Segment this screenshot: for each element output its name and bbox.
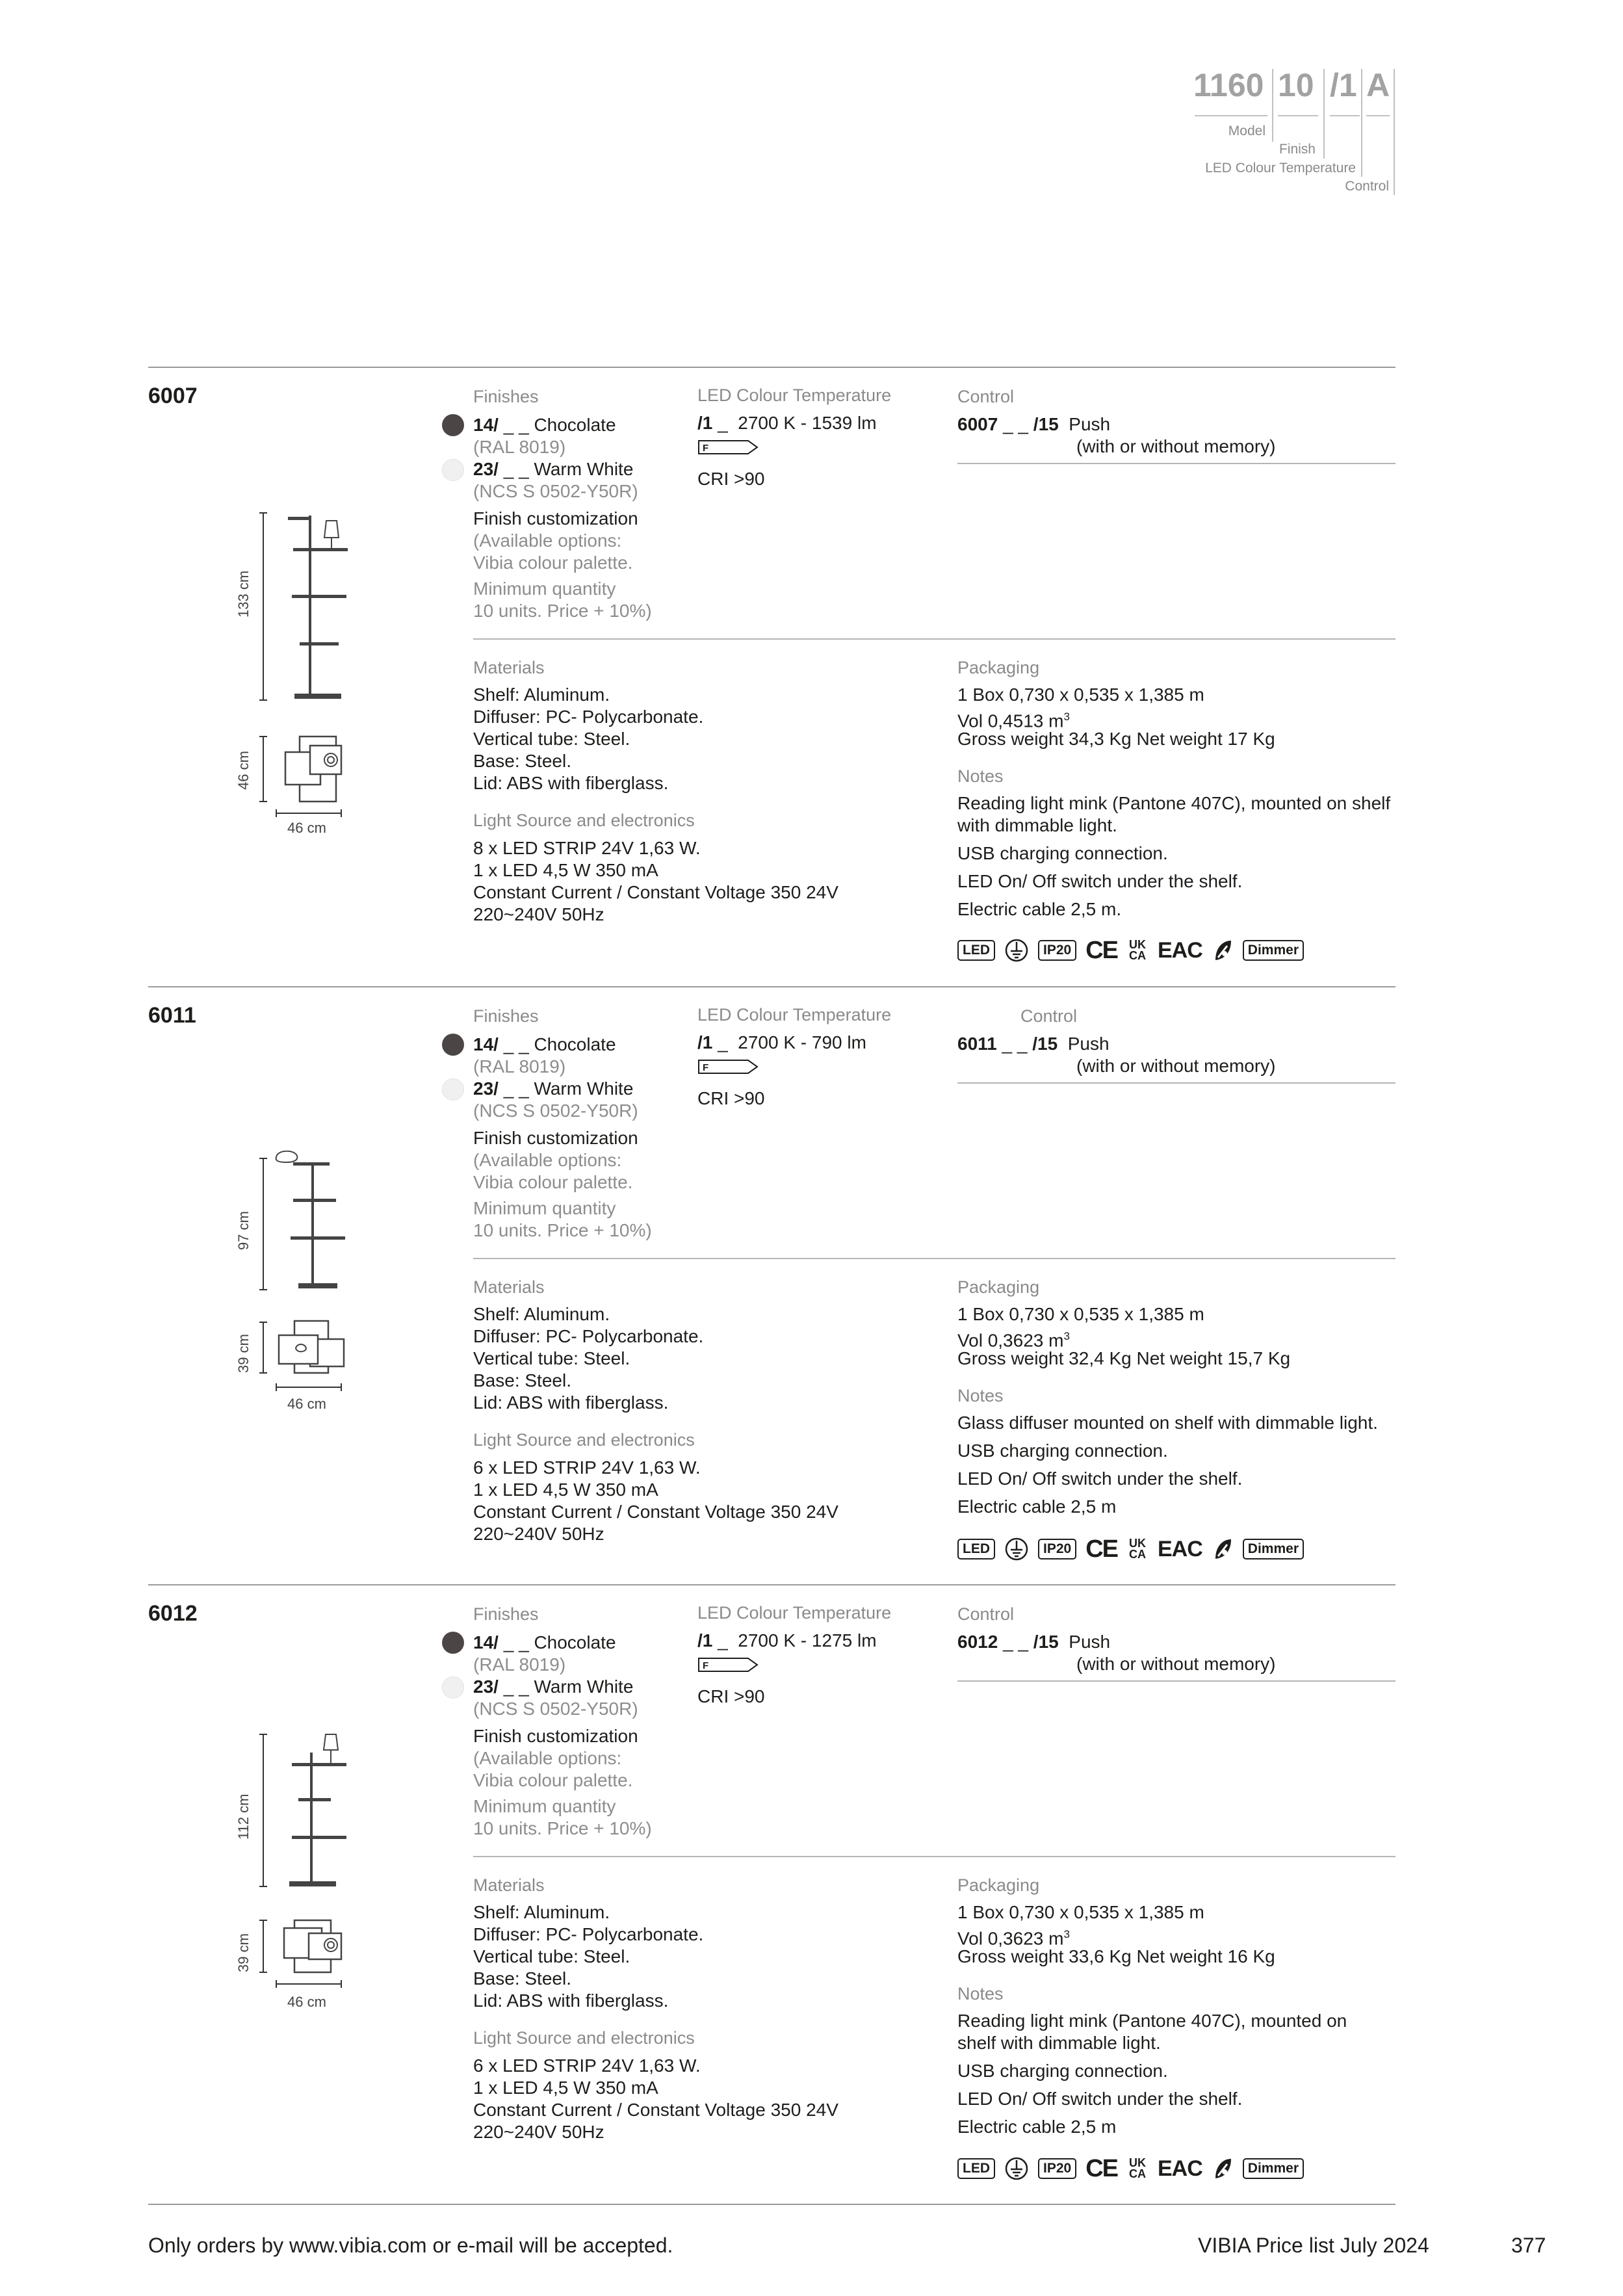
dimension-depth: 46 cm — [235, 751, 252, 790]
material-item: Diffuser: PC- Polycarbonate. — [473, 1326, 704, 1346]
packaging-title: Packaging — [957, 1875, 1040, 1895]
finish-ncs: (NCS S 0502-Y50R) — [473, 1699, 638, 1719]
packaging-volume: Vol 0,3623 $m^3$ — [957, 1330, 1070, 1351]
finish-customization-text: (Available options: — [473, 1150, 622, 1170]
energy-class-label — [697, 1058, 759, 1075]
recycling-leaf-icon — [1212, 2156, 1234, 2181]
certification-icons — [957, 1536, 1304, 1562]
light-source-title: Light Source and electronics — [473, 811, 695, 830]
led-title: LED Colour Temperature — [697, 1005, 892, 1024]
legend-label-model: Model — [1228, 124, 1266, 138]
notes-title: Notes — [957, 1386, 1004, 1405]
legend-code-control: A — [1366, 67, 1390, 103]
packaging-volume: Vol 0,3623 $m^3$ — [957, 1928, 1070, 1949]
control-note: (with or without memory) — [1076, 1056, 1276, 1076]
note-item: USB charging connection. — [957, 2061, 1168, 2081]
light-source-title: Light Source and electronics — [473, 2028, 695, 2048]
certification-icons — [957, 937, 1304, 963]
finish-customization-text: (Available options: — [473, 1748, 622, 1768]
finish-option-warm-white: 23/ _ _ Warm White — [473, 1078, 634, 1099]
light-source-item: Constant Current / Constant Voltage 350 24V — [473, 1502, 838, 1522]
divider — [957, 1082, 1396, 1084]
packaging-weight: Gross weight 34,3 Kg Net weight 17 Kg — [957, 729, 1275, 749]
finish-swatch-warm-white — [442, 459, 464, 481]
packaging-weight: Gross weight 33,6 Kg Net weight 16 Kg — [957, 1946, 1275, 1966]
control-note: (with or without memory) — [1076, 1654, 1276, 1674]
divider — [957, 463, 1396, 464]
ce-mark-icon: CE — [1085, 937, 1117, 964]
control-title: Control — [1020, 1006, 1078, 1026]
material-item: Diffuser: PC- Polycarbonate. — [473, 707, 704, 727]
finishes-title: Finishes — [473, 1604, 539, 1624]
svg-text:F: F — [703, 1062, 709, 1073]
ukca-mark-icon: UK CA — [1129, 938, 1146, 962]
dimension-width: 46 cm — [287, 820, 326, 836]
material-item: Base: Steel. — [473, 751, 571, 771]
finishes-title: Finishes — [473, 387, 539, 406]
cri-value: CRI >90 — [697, 469, 765, 489]
light-source-item: 1 x LED 4,5 W 350 mA — [473, 1480, 658, 1500]
energy-class-label — [697, 1656, 759, 1673]
material-item: Vertical tube: Steel. — [473, 1946, 630, 1966]
finish-option-chocolate: 14/ _ _ Chocolate — [473, 1034, 616, 1054]
recycling-leaf-icon — [1212, 938, 1234, 963]
model-number: 6012 — [148, 1601, 198, 1626]
note-item: LED On/ Off switch under the shelf. — [957, 871, 1243, 891]
legend-code-model: 1160 — [1193, 67, 1264, 103]
legend-label-led: LED Colour Temperature — [1205, 161, 1356, 176]
section-divider — [148, 1584, 1396, 1585]
minimum-quantity: 10 units. Price + 10%) — [473, 601, 652, 621]
finish-ral: (RAL 8019) — [473, 1056, 566, 1076]
eac-mark-icon: EAC — [1158, 1537, 1202, 1561]
material-item: Diffuser: PC- Polycarbonate. — [473, 1924, 704, 1944]
led-badge: LED — [957, 1539, 995, 1559]
light-source-item: Constant Current / Constant Voltage 350 24V — [473, 882, 838, 902]
material-item: Shelf: Aluminum. — [473, 1304, 610, 1324]
eac-mark-icon: EAC — [1158, 2156, 1202, 2181]
legend-divider — [1394, 69, 1395, 195]
dimension-depth: 39 cm — [235, 1933, 252, 1972]
svg-text:F: F — [703, 443, 709, 454]
dimension-height: 133 cm — [235, 570, 252, 618]
cri-value: CRI >90 — [697, 1686, 765, 1706]
notes-title: Notes — [957, 1984, 1004, 2003]
control-title: Control — [957, 1604, 1015, 1624]
dimension-width: 46 cm — [287, 1994, 326, 2010]
model-number: 6007 — [148, 384, 198, 408]
note-item: Reading light mink (Pantone 407C), mounted on — [957, 2011, 1347, 2031]
minimum-quantity: 10 units. Price + 10%) — [473, 1220, 652, 1240]
finish-option-warm-white: 23/ _ _ Warm White — [473, 1676, 634, 1697]
packaging-box: 1 Box 0,730 x 0,535 x 1,385 m — [957, 1304, 1204, 1324]
divider — [957, 1680, 1396, 1682]
cri-value: CRI >90 — [697, 1088, 765, 1108]
control-option: 6011 _ _ /15 Push — [957, 1034, 1110, 1054]
control-note: (with or without memory) — [1076, 436, 1276, 456]
finish-swatch-warm-white — [442, 1078, 464, 1101]
dimmer-badge: Dimmer — [1243, 2158, 1304, 2179]
finish-ncs: (NCS S 0502-Y50R) — [473, 481, 638, 501]
note-item: LED On/ Off switch under the shelf. — [957, 2089, 1243, 2109]
ukca-mark-icon: UK CA — [1129, 1537, 1146, 1561]
control-title: Control — [957, 387, 1015, 406]
materials-title: Materials — [473, 1875, 545, 1895]
recycling-leaf-icon — [1212, 1537, 1234, 1561]
finish-customization-text: (Available options: — [473, 530, 622, 551]
light-source-item: 6 x LED STRIP 24V 1,63 W. — [473, 1457, 701, 1478]
model-number: 6011 — [148, 1003, 196, 1028]
finish-customization-title: Finish customization — [473, 1128, 638, 1148]
legend-divider — [1272, 69, 1273, 142]
finish-customization-title: Finish customization — [473, 508, 638, 528]
earth-ground-icon — [1004, 938, 1029, 963]
material-item: Shelf: Aluminum. — [473, 1902, 610, 1922]
divider — [473, 1856, 1396, 1857]
earth-ground-icon — [1004, 1537, 1029, 1561]
finish-customization-text: Vibia colour palette. — [473, 1770, 633, 1790]
led-badge: LED — [957, 940, 995, 961]
section-divider — [148, 367, 1396, 368]
product-elevation-drawing — [237, 1151, 354, 1411]
legend-divider — [1361, 69, 1362, 177]
legend-code-led: /1 — [1330, 67, 1357, 103]
legend-label-control: Control — [1345, 179, 1389, 194]
finishes-title: Finishes — [473, 1006, 539, 1026]
light-source-title: Light Source and electronics — [473, 1430, 695, 1450]
legend-underline — [1366, 115, 1390, 116]
note-item: USB charging connection. — [957, 843, 1168, 863]
packaging-weight: Gross weight 32,4 Kg Net weight 15,7 Kg — [957, 1348, 1291, 1368]
led-option: /1 _ 2700 K - 1539 lm — [697, 413, 877, 433]
material-item: Shelf: Aluminum. — [473, 685, 610, 705]
finish-swatch-warm-white — [442, 1676, 464, 1699]
note-item: Glass diffuser mounted on shelf with dimmable light. — [957, 1413, 1378, 1433]
dimmer-badge: Dimmer — [1243, 1539, 1304, 1559]
material-item: Vertical tube: Steel. — [473, 729, 630, 749]
ip-rating-badge: IP20 — [1038, 940, 1076, 961]
dimmer-badge: Dimmer — [1243, 940, 1304, 961]
note-item: with dimmable light. — [957, 815, 1117, 835]
finish-option-warm-white: 23/ _ _ Warm White — [473, 459, 634, 479]
earth-ground-icon — [1004, 2156, 1029, 2181]
material-item: Vertical tube: Steel. — [473, 1348, 630, 1368]
packaging-title: Packaging — [957, 658, 1040, 677]
led-title: LED Colour Temperature — [697, 385, 892, 405]
dimension-depth: 39 cm — [235, 1334, 252, 1373]
materials-title: Materials — [473, 658, 545, 677]
divider — [473, 1258, 1396, 1259]
packaging-volume: Vol 0,4513 $m^3$ — [957, 711, 1070, 731]
finish-customization-text: Vibia colour palette. — [473, 1172, 633, 1192]
note-item: Electric cable 2,5 m — [957, 2117, 1117, 2137]
material-item: Lid: ABS with fiberglass. — [473, 1990, 669, 2011]
minimum-quantity: Minimum quantity — [473, 1198, 616, 1218]
light-source-item: 8 x LED STRIP 24V 1,63 W. — [473, 838, 701, 858]
light-source-item: 6 x LED STRIP 24V 1,63 W. — [473, 2055, 701, 2076]
led-badge: LED — [957, 2158, 995, 2179]
divider — [473, 638, 1396, 640]
material-item: Base: Steel. — [473, 1370, 571, 1390]
eac-mark-icon: EAC — [1158, 938, 1202, 963]
footer-orders-notice: Only orders by www.vibia.com or e-mail will be accepted. — [148, 2234, 673, 2257]
packaging-title: Packaging — [957, 1277, 1040, 1297]
ip-rating-badge: IP20 — [1038, 2158, 1076, 2179]
legend-divider — [1323, 69, 1325, 159]
finish-swatch-chocolate — [442, 414, 464, 436]
footer-brand: VIBIA Price list July 2024 — [1198, 2234, 1429, 2257]
packaging-box: 1 Box 0,730 x 0,535 x 1,385 m — [957, 1902, 1204, 1922]
certification-icons — [957, 2156, 1304, 2182]
finish-customization-text: Vibia colour palette. — [473, 553, 633, 573]
finish-swatch-chocolate — [442, 1034, 464, 1056]
minimum-quantity: Minimum quantity — [473, 1796, 616, 1816]
light-source-item: 220~240V 50Hz — [473, 904, 604, 924]
notes-title: Notes — [957, 766, 1004, 786]
material-item: Lid: ABS with fiberglass. — [473, 1392, 669, 1413]
page-number: 377 — [1511, 2234, 1546, 2257]
material-item: Base: Steel. — [473, 1968, 571, 1989]
finish-customization-title: Finish customization — [473, 1726, 638, 1746]
svg-text:F: F — [703, 1660, 709, 1671]
product-elevation-drawing — [237, 510, 354, 845]
control-option: 6012 _ _ /15 Push — [957, 1632, 1111, 1652]
legend-underline — [1195, 115, 1267, 116]
finish-swatch-chocolate — [442, 1632, 464, 1654]
legend-code-finish: 10 — [1278, 67, 1314, 103]
light-source-item: 1 x LED 4,5 W 350 mA — [473, 860, 658, 880]
materials-title: Materials — [473, 1277, 545, 1297]
led-option: /1 _ 2700 K - 1275 lm — [697, 1630, 877, 1650]
led-title: LED Colour Temperature — [697, 1603, 892, 1623]
minimum-quantity: Minimum quantity — [473, 579, 616, 599]
product-elevation-drawing — [237, 1729, 354, 2009]
finish-option-chocolate: 14/ _ _ Chocolate — [473, 1632, 616, 1652]
note-item: Reading light mink (Pantone 407C), mounted on shelf — [957, 793, 1391, 813]
legend-label-finish: Finish — [1279, 142, 1316, 157]
light-source-item: Constant Current / Constant Voltage 350 24V — [473, 2100, 838, 2120]
dimension-height: 97 cm — [235, 1211, 252, 1250]
note-item: USB charging connection. — [957, 1441, 1168, 1461]
ce-mark-icon: CE — [1085, 1535, 1117, 1563]
finish-ncs: (NCS S 0502-Y50R) — [473, 1101, 638, 1121]
control-option: 6007 _ _ /15 Push — [957, 414, 1111, 434]
note-item: Electric cable 2,5 m. — [957, 899, 1122, 919]
legend-underline — [1330, 115, 1360, 116]
material-item: Lid: ABS with fiberglass. — [473, 773, 669, 793]
energy-class-label — [697, 439, 759, 456]
note-item: Electric cable 2,5 m — [957, 1496, 1117, 1517]
legend-underline — [1278, 115, 1318, 116]
packaging-box: 1 Box 0,730 x 0,535 x 1,385 m — [957, 685, 1204, 705]
section-divider — [148, 986, 1396, 987]
note-item: LED On/ Off switch under the shelf. — [957, 1468, 1243, 1489]
dimension-width: 46 cm — [287, 1396, 326, 1412]
finish-ral: (RAL 8019) — [473, 1654, 566, 1675]
finish-option-chocolate: 14/ _ _ Chocolate — [473, 415, 616, 435]
finish-ral: (RAL 8019) — [473, 437, 566, 457]
led-option: /1 _ 2700 K - 790 lm — [697, 1032, 866, 1052]
dimension-height: 112 cm — [235, 1794, 252, 1840]
light-source-item: 220~240V 50Hz — [473, 1524, 604, 1544]
note-item: shelf with dimmable light. — [957, 2033, 1161, 2053]
section-divider — [148, 2204, 1396, 2205]
light-source-item: 220~240V 50Hz — [473, 2122, 604, 2142]
minimum-quantity: 10 units. Price + 10%) — [473, 1818, 652, 1838]
light-source-item: 1 x LED 4,5 W 350 mA — [473, 2078, 658, 2098]
ce-mark-icon: CE — [1085, 2155, 1117, 2182]
ukca-mark-icon: UK CA — [1129, 2156, 1146, 2180]
ip-rating-badge: IP20 — [1038, 1539, 1076, 1559]
